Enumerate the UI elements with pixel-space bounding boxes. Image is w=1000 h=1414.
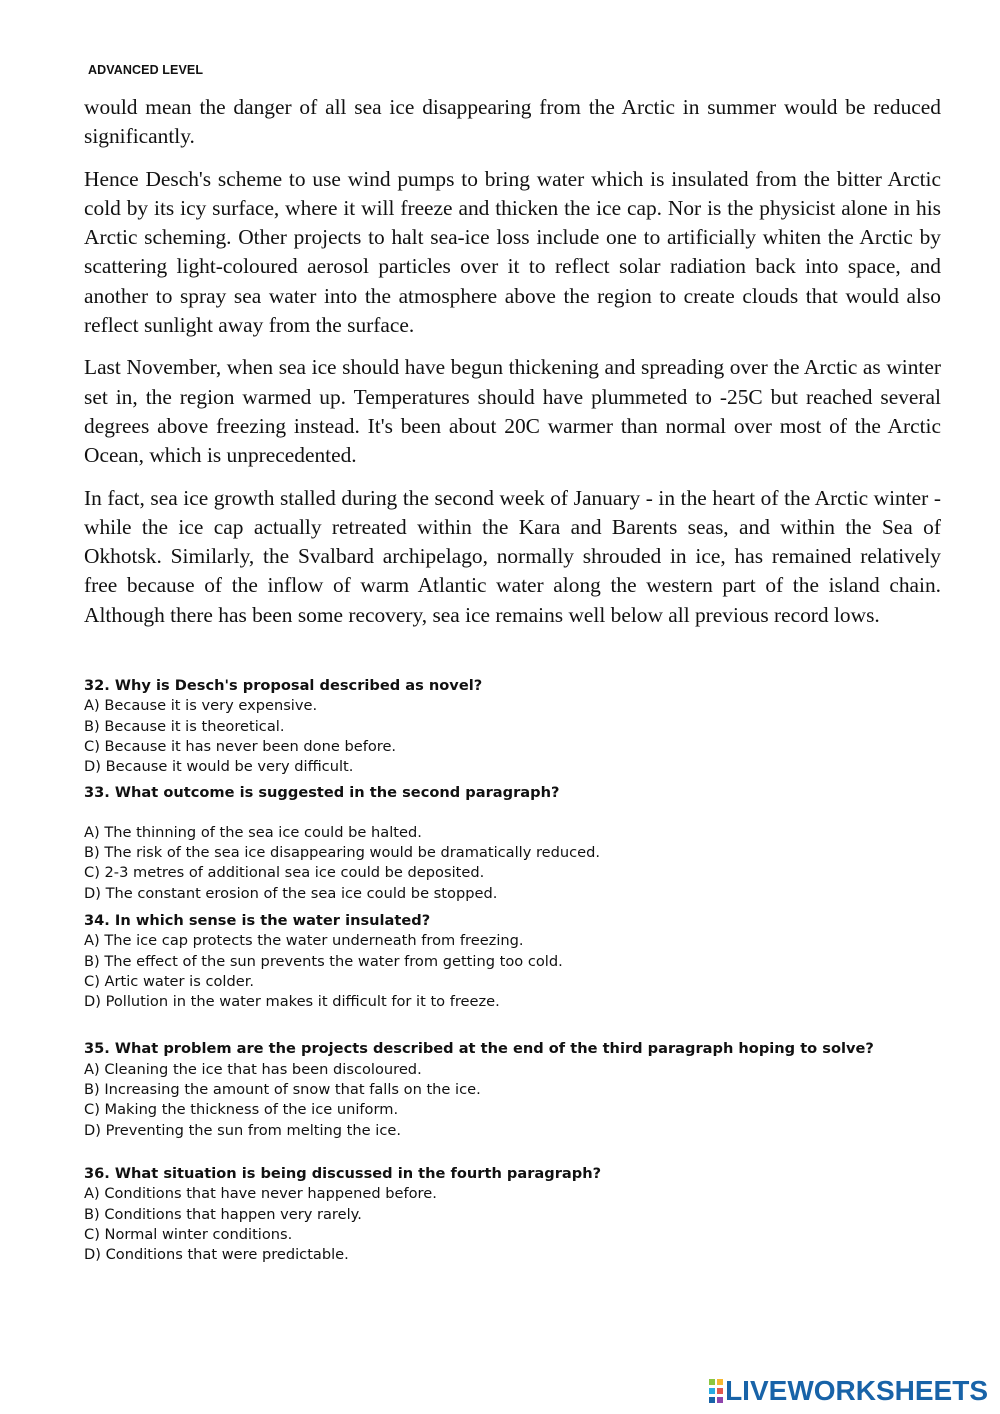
question-36 <box>84 1164 944 1265</box>
level-heading: ADVANCED LEVEL <box>88 63 204 77</box>
question-35 <box>84 1039 944 1140</box>
answer-option[interactable]: D) Because it would be very difficult. <box>84 758 354 776</box>
answer-option[interactable]: C) Artic water is colder. <box>84 972 255 990</box>
liveworksheets-logo <box>709 1375 988 1407</box>
answer-option[interactable]: B) Increasing the amount of snow that falls on the ice. <box>84 1081 481 1099</box>
answer-option[interactable]: C) Making the thickness of the ice uniform. <box>84 1101 399 1119</box>
question-33 <box>84 783 944 903</box>
answer-option[interactable]: A) The thinning of the sea ice could be halted. <box>84 823 422 841</box>
passage-paragraph: Last November, when sea ice should have begun thickening and spreading over the Arctic as winter set in, the region warmed up. Temperatures should have plummeted to -25C but reached several degrees above freezing instead. It's been about 20C warmer than normal over most of the Arctic Ocean, which is unprecedented. <box>84 355 941 468</box>
question-text: 33. What outcome is suggested in the second paragraph? <box>84 784 560 802</box>
answer-option[interactable]: B) Because it is theoretical. <box>84 717 285 735</box>
answer-option[interactable]: A) Conditions that have never happened before. <box>84 1185 437 1203</box>
passage-paragraph: In fact, sea ice growth stalled during the second week of January - in the heart of the Arctic winter - while the ice cap actually retreated within the Kara and Barents seas, and within the Sea of Okhotsk. Similarly, the Svalbard archipelago, normally shrouded in ice, has remained relatively free because of the inflow of warm Atlantic water along the western part of the island chain. Although there has been some recovery, sea ice remains well below all previous record lows. <box>84 485 941 627</box>
question-text: 36. What situation is being discussed in the fourth paragraph? <box>84 1164 602 1182</box>
answer-option[interactable]: C) Normal winter conditions. <box>84 1225 293 1243</box>
answer-option[interactable]: D) Pollution in the water makes it difficult for it to freeze. <box>84 993 500 1011</box>
answer-option[interactable]: B) Conditions that happen very rarely. <box>84 1205 362 1223</box>
passage-paragraph: would mean the danger of all sea ice disappearing from the Arctic in summer would be reduced significantly. <box>84 95 941 149</box>
question-list <box>84 676 944 1265</box>
question-text: 32. Why is Desch's proposal described as novel? <box>84 677 483 694</box>
liveworksheets-logo-icon <box>709 1379 723 1403</box>
liveworksheets-logo-text: LIVEWORKSHEETS <box>725 1375 988 1406</box>
question-34 <box>84 911 944 1012</box>
question-32 <box>84 676 944 777</box>
answer-option[interactable]: D) Conditions that were predictable. <box>84 1246 349 1264</box>
answer-option[interactable]: A) Because it is very expensive. <box>84 697 318 715</box>
answer-option[interactable]: A) The ice cap protects the water underneath from freezing. <box>84 932 524 950</box>
question-text: 35. What problem are the projects described at the end of the third paragraph hoping to solve? <box>84 1040 874 1058</box>
answer-option[interactable]: D) The constant erosion of the sea ice could be stopped. <box>84 884 498 902</box>
reading-passage <box>84 93 941 630</box>
answer-option[interactable]: B) The risk of the sea ice disappearing would be dramatically reduced. <box>84 844 601 862</box>
passage-paragraph: Hence Desch's scheme to use wind pumps to bring water which is insulated from the bitter Arctic cold by its icy surface, where it will freeze and thicken the ice cap. Nor is the physicist alone in his Arctic scheming. Other projects to halt sea-ice loss include one to artificially whiten the Arctic by scattering light-coloured aerosol particles over it to reflect solar radiation back into space, and another to spray sea water into the atmosphere above the region to create clouds that would also reflect sunlight away from the surface. <box>84 166 941 338</box>
answer-option[interactable]: B) The effect of the sun prevents the water from getting too cold. <box>84 952 563 970</box>
answer-option[interactable]: D) Preventing the sun from melting the ice. <box>84 1121 401 1139</box>
answer-option[interactable]: A) Cleaning the ice that has been discoloured. <box>84 1060 422 1078</box>
answer-option[interactable]: C) 2-3 metres of additional sea ice could be deposited. <box>84 864 485 882</box>
answer-option[interactable]: C) Because it has never been done before. <box>84 737 397 755</box>
question-text: 34. In which sense is the water insulated? <box>84 911 431 929</box>
